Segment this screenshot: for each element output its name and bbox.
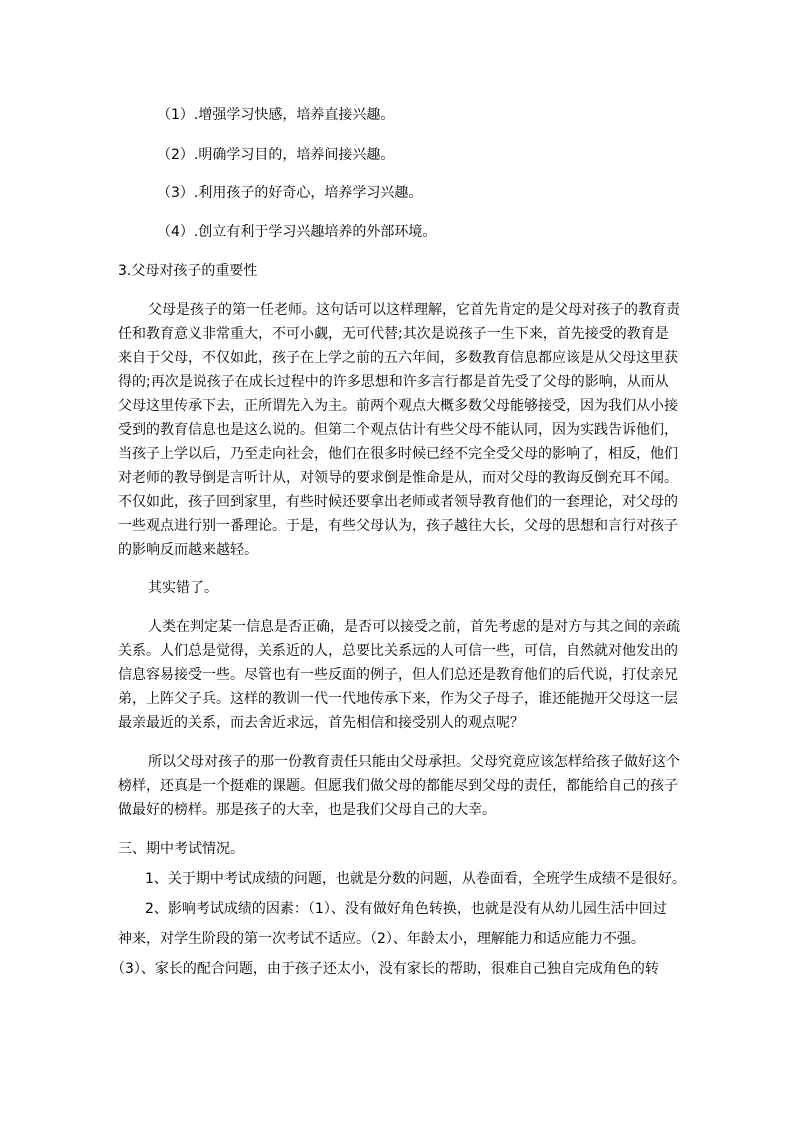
paragraph-3-line: 最亲最近的关系，而去舍近求远，首先相信和接受别人的观点呢？: [118, 715, 524, 731]
paragraph-1-line: 得的;再次是说孩子在成长过程中的许多思想和许多言行都是首先受了父母的影响，从而从: [118, 374, 669, 390]
paragraph-1-line: 父母这里传承下去，正所谓先入为主。前两个观点大概多数父母能够接受，因为我们从小接: [118, 398, 678, 414]
paragraph-3-line: 弟，上阵父子兵。这样的教训一代一代地传承下来，作为父子母子，谁还能抛开父母这一层: [118, 691, 678, 707]
paragraph-3-line: 关系。人们总是觉得，关系近的人，总要比关系远的人可信一些，可信，自然就对他发出的: [118, 643, 678, 659]
section-exam-heading: 三、期中考试情况。: [118, 841, 244, 857]
paragraph-1-line: 任和教育意义非常重大，不可小觑，无可代替;其次是说孩子一生下来，首先接受的教育是: [118, 326, 669, 342]
paragraph-1-line: 一些观点进行别一番理论。于是，有些父母认为，孩子越往大长，父母的思想和言行对孩子: [118, 518, 678, 534]
paragraph-4-line: 榜样，还真是一个挺难的课题。但愿我们做父母的都能尽到父母的责任，都能给自己的孩子: [118, 778, 678, 794]
section-3-heading: 3.父母对孩子的重要性: [118, 263, 258, 279]
paragraph-1-line: 当孩子上学以后，乃至走向社会，他们在很多时候已经不完全受父母的影响了，相反，他们: [118, 446, 678, 462]
paragraph-1-line: 对老师的教导倒是言听计从，对领导的要求倒是惟命是从，而对父母的教诲反倒充耳不闻。: [118, 470, 678, 486]
paragraph-1-line: 受到的教育信息也是这么说的。但第二个观点估计有些父母不能认同，因为实践告诉他们，: [118, 422, 678, 438]
paragraph-4-line: 所以父母对孩子的那一份教育责任只能由父母承担。父母究竟应该怎样给孩子做好这个: [148, 754, 680, 770]
paragraph-1-line: 的影响反而越来越轻。: [118, 542, 258, 558]
exam-item-2-line: （3）、家长的配合问题，由于孩子还太小，没有家长的帮助，很难自己独自完成角色的转: [111, 961, 659, 977]
list-item-4: （4）.创立有利于学习兴趣培养的外部环境。: [157, 224, 437, 240]
paragraph-4-line: 做最好的榜样。那是孩子的大幸，也是我们父母自己的大幸。: [118, 802, 496, 818]
paragraph-1-line: 来自于父母，不仅如此，孩子在上学之前的五六年间，多数教育信息都应该是从父母这里获: [118, 350, 678, 366]
paragraph-3-line: 信息容易接受一些。尽管也有一些反面的例子，但人们总还是教育他们的后代说，打仗亲兄: [118, 667, 678, 683]
exam-item-2-line: 2、影响考试成绩的因素：（1）、没有做好角色转换，也就是没有从幼儿园生活中回过: [145, 901, 667, 917]
paragraph-1-line: 不仅如此，孩子回到家里，有些时候还要拿出老师或者领导教育他们的一套理论，对父母的: [118, 494, 678, 510]
list-item-2: （2）.明确学习目的，培养间接兴趣。: [157, 147, 395, 163]
paragraph-1-line: 父母是孩子的第一任老师。这句话可以这样理解，它首先肯定的是父母对孩子的教育责: [148, 302, 680, 318]
exam-item-1: 1、关于期中考试成绩的问题，也就是分数的问题，从卷面看，全班学生成绩不是很好。: [145, 871, 686, 887]
paragraph-2-line: 其实错了。: [148, 580, 218, 596]
paragraph-3-line: 人类在判定某一信息是否正确，是否可以接受之前，首先考虑的是对方与其之间的亲疏: [148, 619, 680, 635]
exam-item-2-line: 神来，对学生阶段的第一次考试不适应。（2）、年龄太小，理解能力和适应能力不强。: [118, 931, 645, 947]
list-item-3: （3）.利用孩子的好奇心，培养学习兴趣。: [157, 185, 423, 201]
list-item-1: （1）.增强学习快感，培养直接兴趣。: [157, 107, 395, 123]
